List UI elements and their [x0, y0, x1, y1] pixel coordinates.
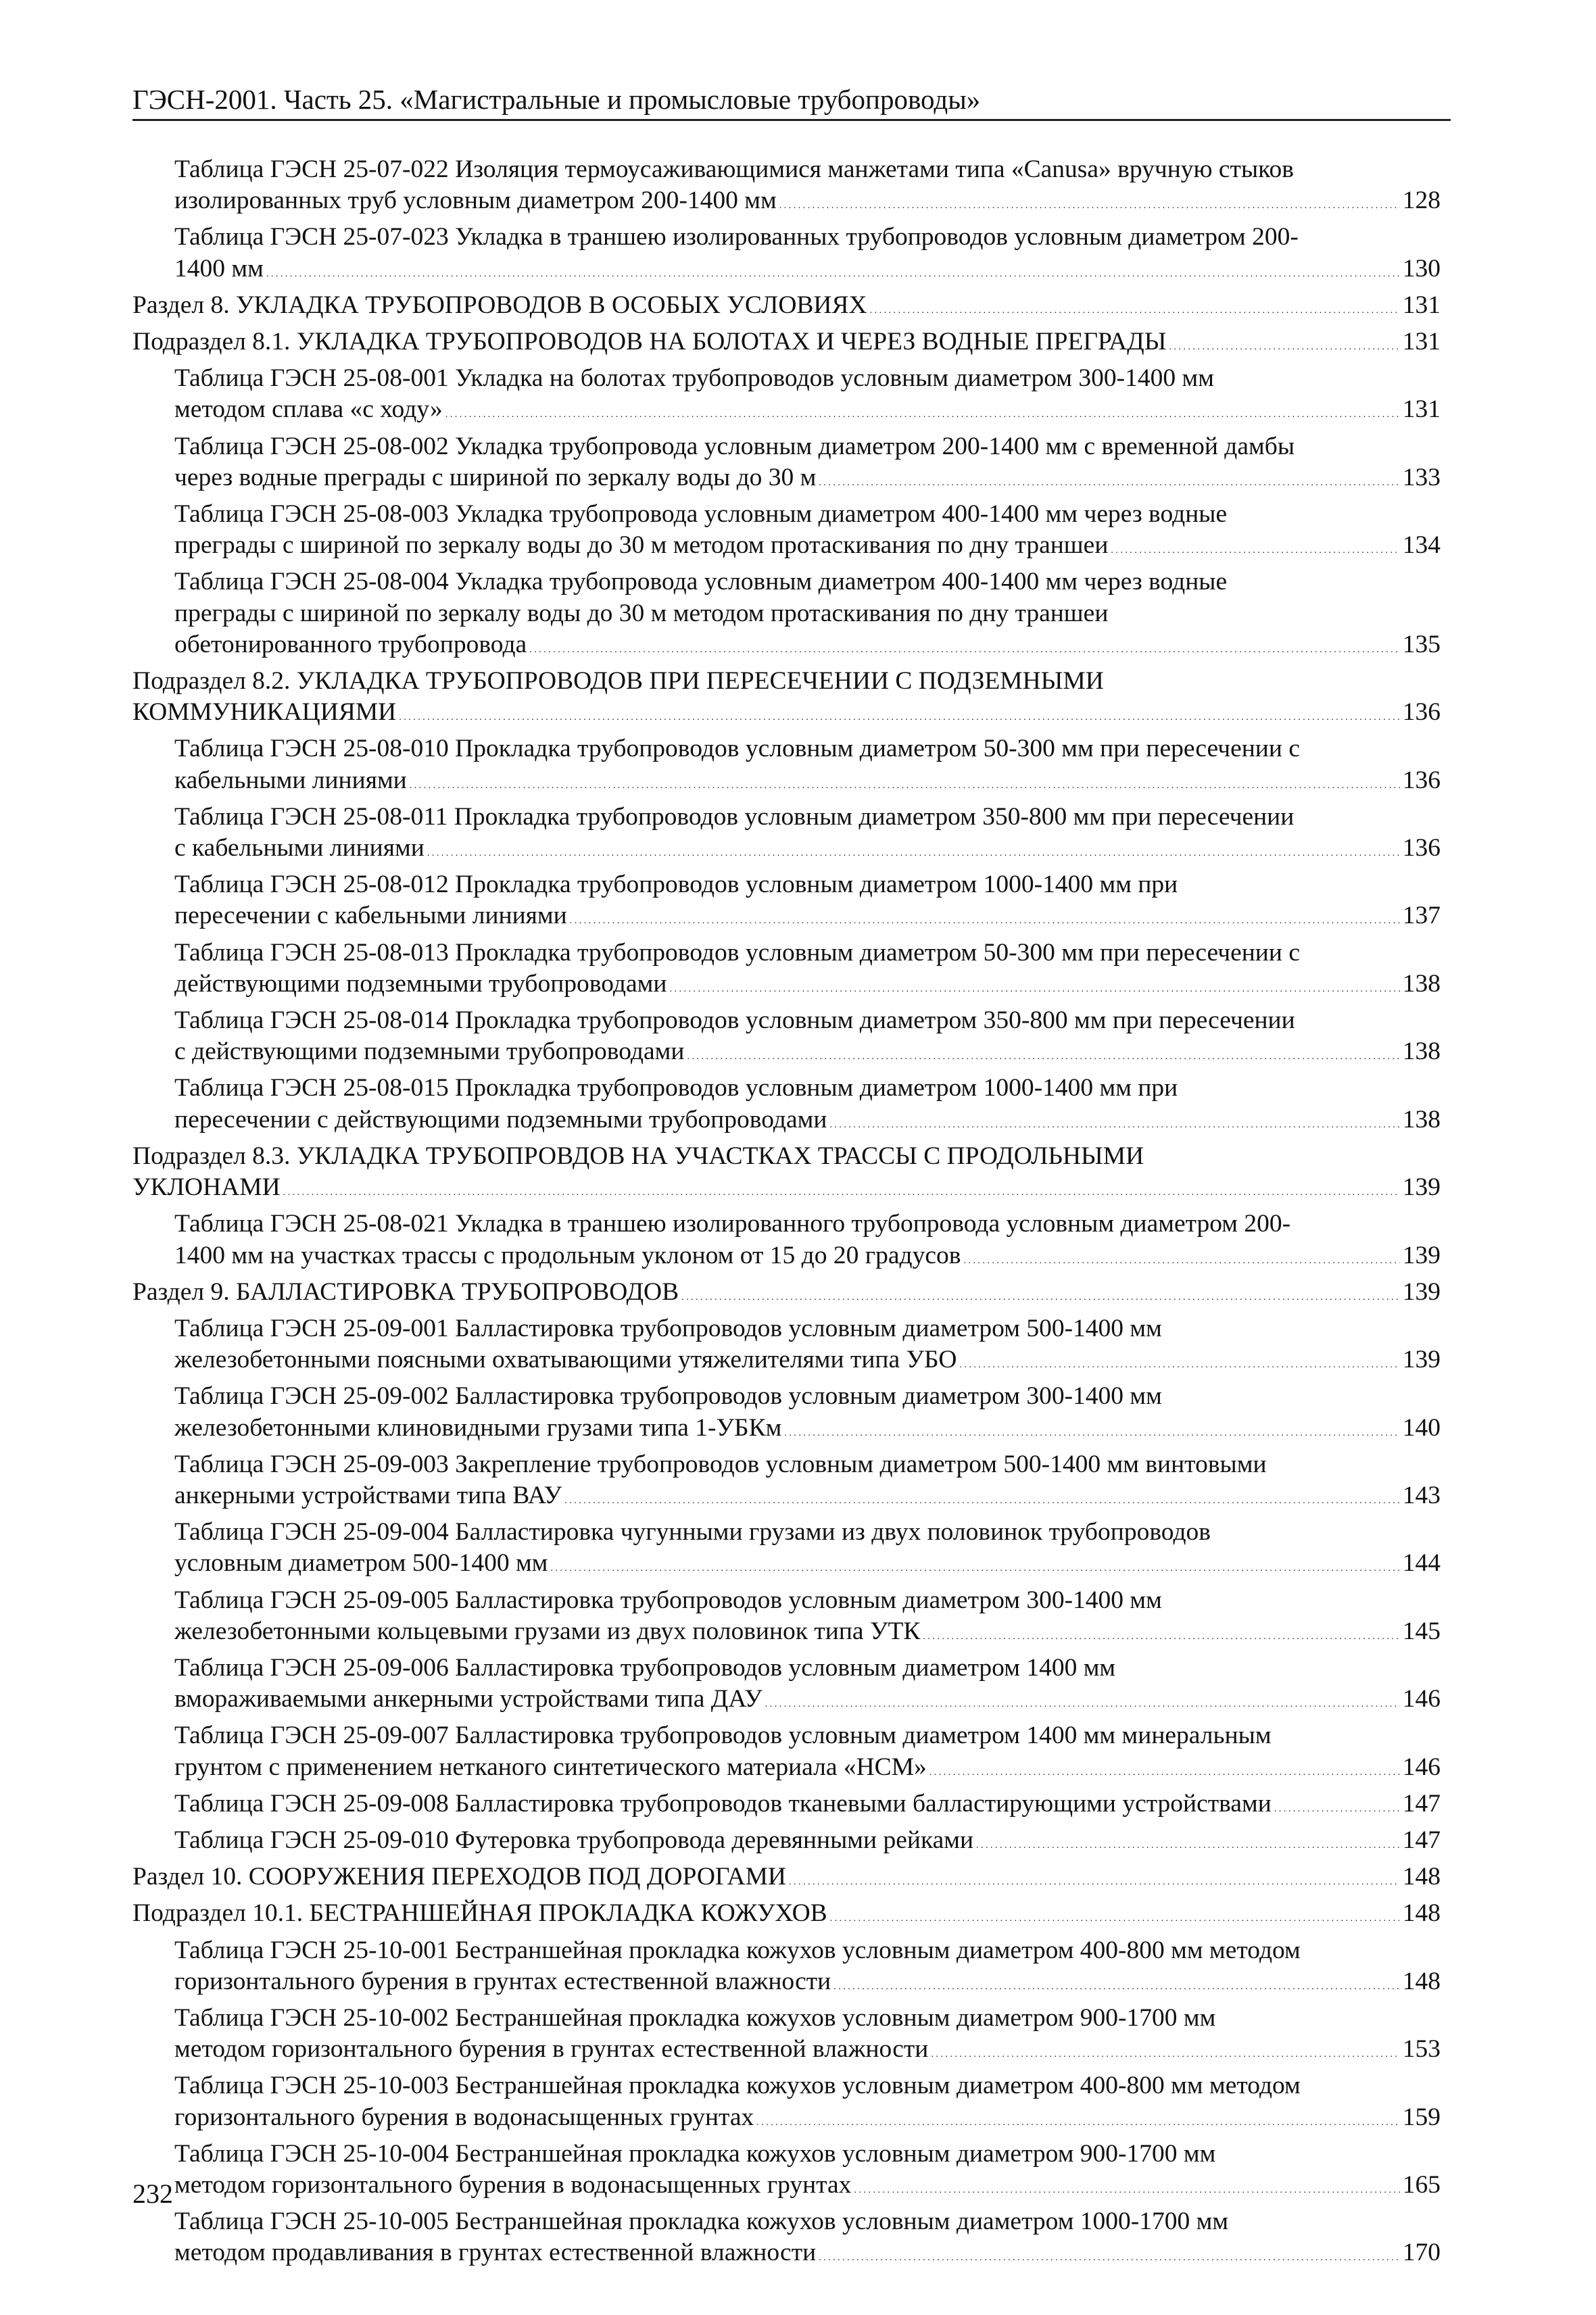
toc-entry-text: железобетонными поясными охватывающими утяжелителями типа УБО	[174, 1346, 957, 1374]
toc-page-ref: 148	[1402, 1967, 1441, 1995]
toc-entry-line: Подраздел 8.3. УКЛАДКА ТРУБОПРОВДОВ НА УЧАСТКАХ ТРАССЫ С ПРОДОЛЬНЫМИ	[132, 1142, 1144, 1170]
toc-table-entry	[132, 154, 1441, 222]
toc-page-ref: 148	[1402, 1899, 1441, 1928]
toc-page-ref: 137	[1402, 902, 1441, 930]
dot-leader	[929, 1752, 1400, 1788]
toc-page-ref: 138	[1402, 969, 1441, 998]
toc-entry-line: Таблица ГЭСН 25-10-005 Бестраншейная прокладка кожухов условным диаметром 1000-1700 мм	[174, 2208, 1229, 2236]
toc-page-ref: 144	[1402, 1549, 1441, 1578]
toc-page-ref: 147	[1402, 1826, 1441, 1854]
toc-page-ref: 146	[1402, 1753, 1441, 1781]
toc-entry-text: Таблица ГЭСН 25-09-010 Футеровка трубопровода деревянными рейками	[174, 1826, 974, 1854]
dot-leader	[963, 1240, 1399, 1277]
toc-entry-line: Таблица ГЭСН 25-09-004 Балластировка чугунными грузами из двух половинок трубопроводов	[174, 1518, 1211, 1546]
toc-entry-text: пересечении с действующими подземными трубопроводами	[174, 1105, 827, 1134]
toc-entry-final-line	[174, 900, 1441, 937]
toc-entry-text: анкерными устройствами типа ВАУ	[174, 1481, 562, 1509]
toc-page-ref: 139	[1402, 1173, 1441, 1202]
toc-table-entry	[132, 2003, 1441, 2070]
toc-entry-line: Таблица ГЭСН 25-08-003 Укладка трубопровода условным диаметром 400-1400 мм через водные	[174, 500, 1228, 529]
dot-leader	[779, 185, 1400, 222]
toc-page-ref: 136	[1402, 834, 1441, 862]
toc-entry-final-line	[174, 1548, 1441, 1584]
toc-entry-text: горизонтального бурения в водонасыщенных грунтах	[174, 2103, 754, 2131]
dot-leader	[570, 900, 1400, 937]
toc-section-entry	[132, 1898, 1441, 1934]
toc-page-ref: 131	[1402, 395, 1441, 424]
toc-page-ref: 134	[1402, 531, 1441, 560]
toc-entry-final-line	[174, 1104, 1441, 1141]
toc-entry-text: кабельными линиями	[174, 766, 407, 794]
toc-table-entry	[132, 1653, 1441, 1720]
toc-page-ref: 138	[1402, 1105, 1441, 1134]
running-header: ГЭСН-2001. Часть 25. «Магистральные и промысловые трубопроводы»	[132, 84, 981, 115]
toc-table-entry	[132, 1788, 1441, 1825]
toc-page-ref: 135	[1402, 630, 1441, 658]
toc-entry-text: вмораживаемыми анкерными устройствами типа ДАУ	[174, 1685, 763, 1713]
toc-entry-line: Подраздел 8.2. УКЛАДКА ТРУБОПРОВОДОВ ПРИ ПЕРЕСЕЧЕНИИ С ПОДЗЕМНЫМИ	[132, 667, 1104, 696]
toc-entry-line: Таблица ГЭСН 25-09-003 Закрепление трубопроводов условным диаметром 500-1400 мм винтовыми	[174, 1450, 1267, 1478]
toc-page-ref: 143	[1402, 1481, 1441, 1509]
toc-entry-final-line	[174, 2237, 1441, 2274]
toc-table-entry	[132, 566, 1441, 666]
toc-page-ref: 136	[1402, 766, 1441, 794]
toc-entry-line: Таблица ГЭСН 25-08-010 Прокладка трубопроводов условным диаметром 50-300 мм при пересечении с	[174, 735, 1300, 763]
toc-table-entry	[132, 733, 1441, 801]
toc-entry-final-line	[174, 1616, 1441, 1653]
toc-entry-line: Таблица ГЭСН 25-08-004 Укладка трубопровода условным диаметром 400-1400 мм через водные	[174, 568, 1228, 596]
toc-table-entry	[132, 2206, 1441, 2274]
toc-entry-line: Таблица ГЭСН 25-07-022 Изоляция термоусаживающимися манжетами типа «Canusa» вручную стыков	[174, 155, 1294, 183]
toc-entry-text: с действующими подземными трубопроводами	[174, 1038, 685, 1066]
toc-section-entry	[132, 666, 1441, 733]
toc-entry-text: преграды с шириной по зеркалу воды до 30 м методом протаскивания по дну траншеи	[174, 531, 1109, 560]
dot-leader	[550, 1548, 1399, 1584]
dot-leader	[687, 1036, 1399, 1073]
toc-entry-final-line	[174, 1480, 1441, 1517]
toc-entry-final-line	[132, 1277, 1441, 1313]
toc-entry-final-line	[174, 462, 1441, 499]
toc-entry-text: изолированных труб условным диаметром 200-1400 мм	[174, 187, 777, 215]
toc-page-ref: 130	[1402, 254, 1441, 283]
toc-entry-text: железобетонными кольцевыми грузами из двух половинок типа УТК	[174, 1617, 921, 1645]
toc-entry-final-line	[132, 1861, 1441, 1898]
dot-leader	[410, 765, 1400, 802]
toc-entry-text: Таблица ГЭСН 25-09-008 Балластировка трубопроводов тканевыми балластирующими устройствами	[174, 1789, 1272, 1818]
toc-entry-text: Подраздел 10.1. БЕСТРАНШЕЙНАЯ ПРОКЛАДКА КОЖУХОВ	[132, 1899, 827, 1928]
dot-leader	[283, 1172, 1400, 1209]
toc-entry-final-line	[174, 2170, 1441, 2206]
toc-entry-final-line	[174, 1344, 1441, 1381]
toc-entry-text: Раздел 10. СООРУЖЕНИЯ ПЕРЕХОДОВ ПОД ДОРОГАМИ	[132, 1863, 786, 1891]
header-rule	[132, 119, 1451, 121]
toc-entry-text: грунтом с применением нетканого синтетического материала «НСМ»	[174, 1753, 927, 1781]
toc-page-ref: 131	[1402, 291, 1441, 319]
toc-entry-text: УКЛОНАМИ	[132, 1173, 281, 1202]
toc-entry-line: Таблица ГЭСН 25-08-015 Прокладка трубопроводов условным диаметром 1000-1400 мм при	[174, 1074, 1178, 1102]
toc-page-ref: 139	[1402, 1277, 1441, 1306]
toc-entry-text: методом горизонтального бурения в водонасыщенных грунтах	[174, 2170, 852, 2199]
toc-page-ref: 140	[1402, 1413, 1441, 1442]
dot-leader	[833, 1966, 1400, 2003]
toc-entry-text: железобетонными клиновидными грузами типа 1-УБКм	[174, 1413, 782, 1442]
toc-entry-final-line	[174, 185, 1441, 222]
toc-page-ref: 159	[1402, 2103, 1441, 2131]
dot-leader	[399, 697, 1399, 733]
toc-table-entry	[132, 869, 1441, 937]
toc-table-entry	[132, 1005, 1441, 1073]
toc-page-ref: 148	[1402, 1863, 1441, 1891]
dot-leader	[529, 629, 1400, 666]
dot-leader	[756, 2102, 1399, 2139]
toc-table-entry	[132, 2139, 1441, 2206]
toc-entry-line: Таблица ГЭСН 25-09-002 Балластировка трубопроводов условным диаметром 300-1400 мм	[174, 1382, 1162, 1411]
toc-entry-text: методом сплава «с ходу»	[174, 395, 443, 424]
toc-entry-final-line	[132, 290, 1441, 326]
toc-section-entry	[132, 1861, 1441, 1898]
dot-leader	[819, 2237, 1400, 2274]
toc-entry-line: Таблица ГЭСН 25-09-006 Балластировка трубопроводов условным диаметром 1400 мм	[174, 1653, 1116, 1682]
toc-table-entry	[132, 1825, 1441, 1861]
toc-table-entry	[132, 802, 1441, 869]
toc-table-entry	[132, 1313, 1441, 1381]
dot-leader	[669, 969, 1399, 1005]
toc-entry-final-line	[174, 1684, 1441, 1720]
dot-leader	[789, 1861, 1400, 1898]
toc-entry-final-line	[132, 1172, 1441, 1209]
toc-table-entry	[132, 1720, 1441, 1788]
toc-page-ref: 147	[1402, 1789, 1441, 1818]
dot-leader	[819, 462, 1399, 499]
dot-leader	[931, 2034, 1399, 2070]
toc-entry-final-line	[174, 2102, 1441, 2139]
toc-entry-text: условным диаметром 500-1400 мм	[174, 1549, 548, 1578]
toc-entry-line: Таблица ГЭСН 25-10-001 Бестраншейная прокладка кожухов условным диаметром 400-800 мм методом	[174, 1936, 1301, 1964]
toc-entry-final-line	[174, 530, 1441, 566]
toc-page-ref: 165	[1402, 2170, 1441, 2199]
toc-table-entry	[132, 1073, 1441, 1140]
toc-entry-line: Таблица ГЭСН 25-09-007 Балластировка трубопроводов условным диаметром 1400 мм минеральным	[174, 1722, 1272, 1750]
toc-table-entry	[132, 1449, 1441, 1517]
toc-entry-text: обетонированного трубопровода	[174, 630, 527, 658]
toc-entry-line: преграды с шириной по зеркалу воды до 30 м методом протаскивания по дну траншеи	[174, 599, 1109, 627]
toc-page-ref: 170	[1402, 2239, 1441, 2267]
toc-table-entry	[132, 937, 1441, 1005]
toc-entry-final-line	[174, 394, 1441, 431]
toc-page-ref: 133	[1402, 463, 1441, 491]
dot-leader	[923, 1616, 1399, 1653]
dot-leader	[854, 2170, 1399, 2206]
toc-entry-final-line	[174, 1240, 1441, 1277]
toc-entry-text: с кабельными линиями	[174, 834, 425, 862]
toc-entry-final-line	[132, 1898, 1441, 1934]
toc-page-ref: 136	[1402, 698, 1441, 727]
toc-entry-final-line	[174, 2034, 1441, 2070]
toc-page-ref: 153	[1402, 2035, 1441, 2064]
toc-entry-line: Таблица ГЭСН 25-10-004 Бестраншейная прокладка кожухов условным диаметром 900-1700 мм	[174, 2139, 1216, 2168]
table-of-contents	[132, 154, 1441, 2274]
toc-entry-text: КОММУНИКАЦИЯМИ	[132, 698, 397, 727]
dot-leader	[1274, 1788, 1400, 1825]
toc-entry-line: Таблица ГЭСН 25-09-001 Балластировка трубопроводов условным диаметром 500-1400 мм	[174, 1314, 1162, 1342]
toc-entry-text: Раздел 8. УКЛАДКА ТРУБОПРОВОДОВ В ОСОБЫХ УСЛОВИЯХ	[132, 291, 867, 319]
toc-entry-final-line	[174, 253, 1441, 290]
dot-leader	[681, 1277, 1400, 1313]
toc-entry-text: 1400 мм на участках трассы с продольным уклоном от 15 до 20 градусов	[174, 1241, 961, 1269]
dot-leader	[959, 1344, 1399, 1381]
toc-table-entry	[132, 431, 1441, 499]
toc-entry-line: Таблица ГЭСН 25-07-023 Укладка в траншею изолированных трубопроводов условным диаметром 200-	[174, 223, 1299, 251]
toc-table-entry	[132, 222, 1441, 289]
toc-table-entry	[132, 1209, 1441, 1276]
toc-entry-final-line	[174, 969, 1441, 1005]
toc-entry-line: Таблица ГЭСН 25-08-001 Укладка на болотах трубопроводов условным диаметром 300-1400 мм	[174, 364, 1214, 393]
toc-entry-final-line	[174, 1036, 1441, 1073]
toc-page-ref: 128	[1402, 187, 1441, 215]
toc-entry-line: Таблица ГЭСН 25-08-021 Укладка в траншею изолированного трубопровода условным диаметром 200-	[174, 1210, 1291, 1238]
dot-leader	[1111, 530, 1399, 566]
toc-entry-line: Таблица ГЭСН 25-08-011 Прокладка трубопроводов условным диаметром 350-800 мм при пересечении	[174, 802, 1295, 831]
toc-entry-final-line	[174, 1788, 1441, 1825]
dot-leader	[266, 253, 1400, 290]
dot-leader	[870, 290, 1400, 326]
toc-entry-text: горизонтального бурения в грунтах естественной влажности	[174, 1967, 831, 1995]
toc-table-entry	[132, 1517, 1441, 1584]
toc-entry-final-line	[174, 833, 1441, 869]
toc-page-ref: 145	[1402, 1617, 1441, 1645]
toc-page-ref: 138	[1402, 1038, 1441, 1066]
dot-leader	[784, 1413, 1399, 1449]
toc-entry-final-line	[174, 1752, 1441, 1788]
toc-page-ref: 146	[1402, 1685, 1441, 1713]
toc-entry-line: Таблица ГЭСН 25-09-005 Балластировка трубопроводов условным диаметром 300-1400 мм	[174, 1586, 1162, 1614]
toc-table-entry	[132, 499, 1441, 566]
toc-entry-final-line	[174, 629, 1441, 666]
toc-entry-final-line	[174, 1966, 1441, 2003]
toc-entry-line: Таблица ГЭСН 25-08-012 Прокладка трубопроводов условным диаметром 1000-1400 мм при	[174, 871, 1178, 899]
toc-entry-text: методом горизонтального бурения в грунтах естественной влажности	[174, 2035, 929, 2064]
toc-table-entry	[132, 1381, 1441, 1448]
toc-page-ref: 139	[1402, 1241, 1441, 1269]
toc-section-entry	[132, 326, 1441, 363]
toc-entry-line: Таблица ГЭСН 25-08-014 Прокладка трубопроводов условным диаметром 350-800 мм при пересечении	[174, 1006, 1295, 1035]
dot-leader	[564, 1480, 1400, 1517]
toc-entry-text: 1400 мм	[174, 254, 264, 283]
toc-entry-final-line	[174, 765, 1441, 802]
dot-leader	[765, 1684, 1400, 1720]
toc-entry-line: Таблица ГЭСН 25-10-003 Бестраншейная прокладка кожухов условным диаметром 400-800 мм методом	[174, 2072, 1301, 2100]
toc-page-ref: 131	[1402, 328, 1441, 356]
toc-entry-text: методом продавливания в грунтах естественной влажности	[174, 2239, 817, 2267]
toc-table-entry	[132, 1935, 1441, 2003]
toc-entry-text: через водные преграды с шириной по зеркалу воды до 30 м	[174, 463, 817, 491]
dot-leader	[976, 1825, 1400, 1861]
page-number: 232	[132, 2178, 173, 2209]
dot-leader	[829, 1104, 1399, 1141]
toc-page-ref: 139	[1402, 1346, 1441, 1374]
dot-leader	[1169, 326, 1399, 363]
toc-entry-line: Таблица ГЭСН 25-08-002 Укладка трубопровода условным диаметром 200-1400 мм с временной дамбы	[174, 432, 1295, 460]
toc-entry-line: Таблица ГЭСН 25-10-002 Бестраншейная прокладка кожухов условным диаметром 900-1700 мм	[174, 2003, 1216, 2032]
toc-table-entry	[132, 1585, 1441, 1653]
toc-entry-final-line	[174, 1825, 1441, 1861]
toc-entry-text: пересечении с кабельными линиями	[174, 902, 567, 930]
toc-entry-text: действующими подземными трубопроводами	[174, 969, 667, 998]
toc-section-entry	[132, 1141, 1441, 1209]
toc-entry-final-line	[174, 1413, 1441, 1449]
toc-entry-text: Подраздел 8.1. УКЛАДКА ТРУБОПРОВОДОВ НА БОЛОТАХ И ЧЕРЕЗ ВОДНЫЕ ПРЕГРАДЫ	[132, 328, 1167, 356]
toc-entry-line: Таблица ГЭСН 25-08-013 Прокладка трубопроводов условным диаметром 50-300 мм при пересечении с	[174, 938, 1300, 967]
toc-entry-text: Раздел 9. БАЛЛАСТИРОВКА ТРУБОПРОВОДОВ	[132, 1277, 679, 1306]
dot-leader	[427, 833, 1400, 869]
toc-table-entry	[132, 2070, 1441, 2138]
dot-leader	[445, 394, 1400, 431]
toc-entry-final-line	[132, 326, 1441, 363]
toc-table-entry	[132, 363, 1441, 431]
toc-entry-final-line	[132, 697, 1441, 733]
toc-section-entry	[132, 1277, 1441, 1313]
dot-leader	[830, 1898, 1400, 1934]
toc-section-entry	[132, 290, 1441, 326]
